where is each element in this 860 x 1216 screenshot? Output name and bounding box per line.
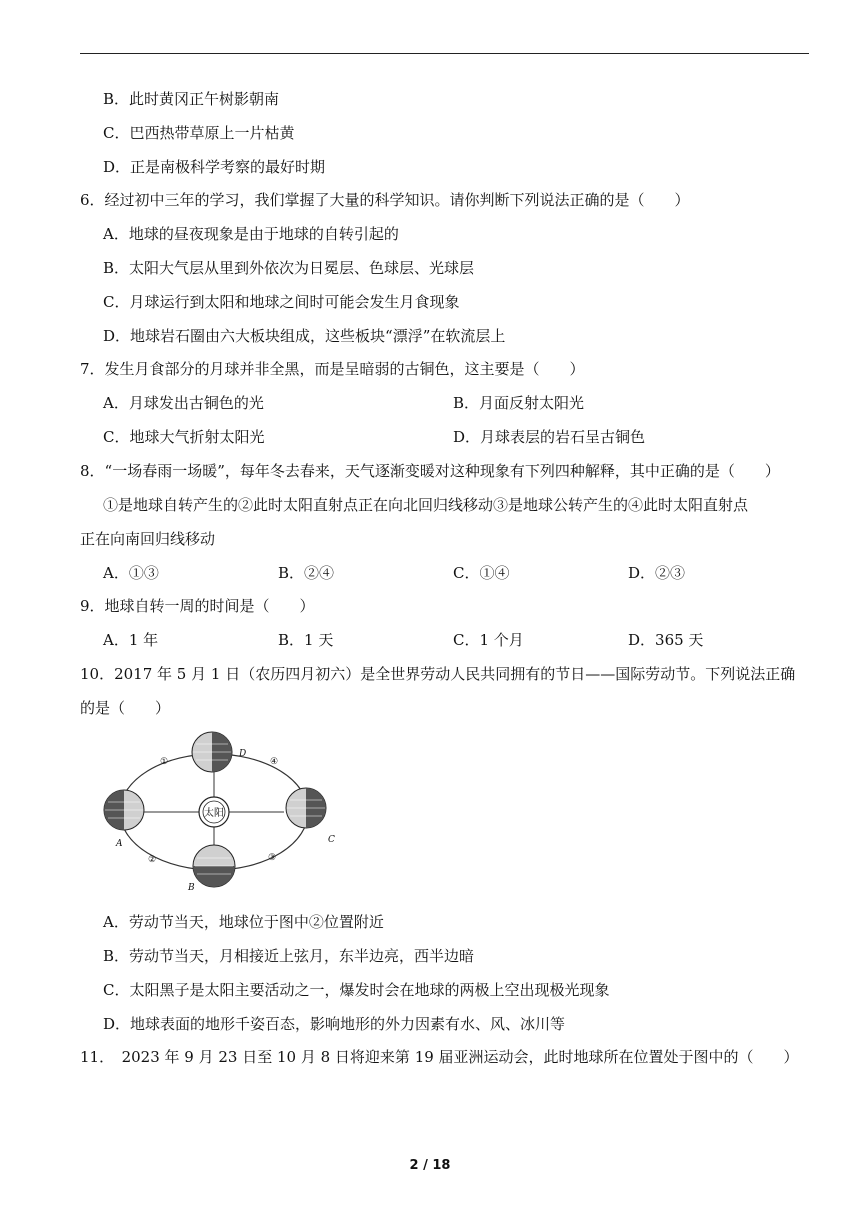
- q7-option-c: C．地球大气折射太阳光: [103, 428, 265, 446]
- sun-label: 太阳: [204, 808, 224, 819]
- q5-option-b: B．此时黄冈正午树影朝南: [103, 90, 280, 108]
- label-pos-1: ①: [160, 757, 169, 767]
- earth-position-c: [286, 788, 326, 828]
- q6-stem: 6．经过初中三年的学习，我们掌握了大量的科学知识。请你判断下列说法正确的是（ ）: [80, 191, 690, 209]
- q7-stem: 7．发生月食部分的月球并非全黑，而是呈暗弱的古铜色，这主要是（ ）: [80, 360, 585, 378]
- sun: [199, 797, 229, 827]
- earth-position-b: [193, 845, 235, 887]
- q8-option-c: C．①④: [453, 564, 510, 582]
- q7-option-a: A．月球发出古铜色的光: [103, 394, 264, 412]
- q8-statements-cont: 正在向南回归线移动: [80, 530, 216, 548]
- q10-stem-cont: 的是（ ）: [80, 699, 171, 717]
- label-pos-2: ②: [148, 855, 157, 865]
- q6-option-c: C．月球运行到太阳和地球之间时可能会发生月食现象: [103, 293, 460, 311]
- q10-option-d: D．地球表面的地形千姿百态，影响地形的外力因素有水、风、冰川等: [103, 1015, 566, 1033]
- q6-option-b: B．太阳大气层从里到外依次为日冕层、色球层、光球层: [103, 259, 475, 277]
- label-pos-4: ④: [270, 757, 279, 767]
- q9-option-a: A．1 年: [103, 631, 159, 649]
- page-number: 2 / 18: [409, 1158, 451, 1173]
- q11-stem: 11． 2023 年 9 月 23 日至 10 月 8 日将迎来第 19 届亚洲运动会，此时地球所在位置处于图中的（ ）: [80, 1048, 799, 1066]
- label-d: D: [239, 749, 247, 759]
- q8-option-b: B．②④: [278, 564, 335, 582]
- q6-option-d: D．地球岩石圈由六大板块组成，这些板块“漂浮”在软流层上: [103, 327, 506, 345]
- q10-option-a: A．劳动节当天，地球位于图中②位置附近: [103, 913, 384, 931]
- label-pos-3: ③: [268, 853, 277, 863]
- label-b: B: [188, 883, 195, 890]
- q7-option-d: D．月球表层的岩石呈古铜色: [453, 428, 646, 446]
- earth-orbit-diagram: [96, 730, 346, 890]
- q9-option-b: B．1 天: [278, 631, 334, 649]
- q6-option-a: A．地球的昼夜现象是由于地球的自转引起的: [103, 225, 399, 243]
- label-c: C: [328, 835, 335, 845]
- q7-option-b: B．月面反射太阳光: [453, 394, 585, 412]
- q5-option-c: C．巴西热带草原上一片枯黄: [103, 124, 295, 142]
- q8-option-a: A．①③: [103, 564, 159, 582]
- q9-option-d: D．365 天: [628, 631, 704, 649]
- q10-option-b: B．劳动节当天，月相接近上弦月，东半边亮，西半边暗: [103, 947, 475, 965]
- q9-option-c: C．1 个月: [453, 631, 524, 649]
- header-rule: [80, 53, 809, 54]
- q9-stem: 9．地球自转一周的时间是（ ）: [80, 597, 315, 615]
- q8-stem: 8．“一场春雨一场暖”，每年冬去春来，天气逐渐变暖对这种现象有下列四种解释，其中正确的是（ ）: [80, 462, 780, 480]
- q5-option-d: D．正是南极科学考察的最好时期: [103, 158, 326, 176]
- q8-statements: ①是地球自转产生的②此时太阳直射点正在向北回归线移动③是地球公转产生的④此时太阳直射点: [103, 496, 749, 514]
- q10-option-c: C．太阳黑子是太阳主要活动之一，爆发时会在地球的两极上空出现极光现象: [103, 981, 610, 999]
- earth-position-a: [104, 790, 144, 830]
- q8-option-d: D．②③: [628, 564, 686, 582]
- earth-position-d: [192, 732, 232, 772]
- label-a: A: [116, 839, 123, 849]
- q10-stem: 10．2017 年 5 月 1 日（农历四月初六）是全世界劳动人民共同拥有的节日——国际劳动节。下列说法正确: [80, 665, 796, 683]
